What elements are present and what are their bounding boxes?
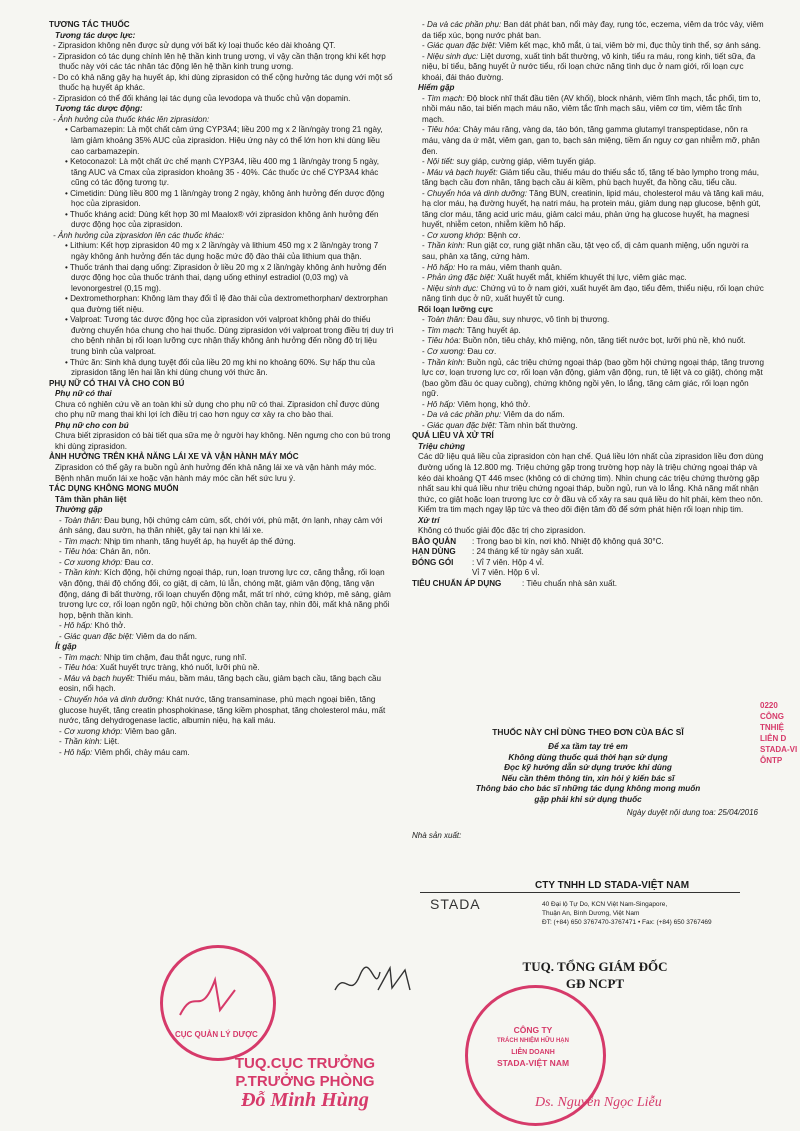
sub-subheading: - Ảnh hưởng của ziprasidon lên các thuốc khác: (53, 230, 225, 240)
section-heading: TƯƠNG TÁC THUỐC (49, 20, 130, 29)
effect-item (412, 41, 764, 52)
effect-text: Tăng BUN, creatinin, lipid máu, cholesterol máu và tăng kali máu, hạ clor máu, hạ đường huyết, hạ natri máu, hạ protein máu, giảm dung nạp glucose, bệnh gút, tăng clor máu, tăng acid uric máu, giảm calci máu, phản ứng hạ glucose huyết, hạ magnesi huyết, nhiễm ceton, nhiễm kiềm hô hấp. (422, 188, 764, 230)
section-heading: PHỤ NỮ CÓ THAI VÀ CHO CON BÚ (49, 378, 185, 388)
info-row (412, 568, 764, 579)
effect-text: Viêm họng, khó thở. (455, 399, 531, 409)
effect-item (49, 516, 394, 537)
dash: - (59, 747, 64, 757)
effect-text: Thiếu máu, bầm máu, tăng bạch cầu, giảm bạch cầu, tăng bạch cầu eosin, nổi hạch. (59, 673, 382, 694)
effect-text: Nhịp tim nhanh, tăng huyết áp, hạ huyết áp thế đứng. (101, 536, 296, 546)
subheading: Hiếm gặp (418, 83, 455, 93)
effect-item (412, 315, 764, 326)
subheading: Phụ nữ có thai (55, 389, 112, 399)
stada-logo: STADA (430, 896, 481, 912)
effect-text: Giảm tiểu cầu, thiếu máu do thiếu sắc tố, tăng tế bào lympho trong máu, tăng bạch cầu đơn nhân, tăng bạch cầu ái kiềm, phù bạch huyết, đa hồng cầu, tiểu cầu. (422, 167, 759, 188)
left-title-1: TUQ.CỤC TRƯỞNG (234, 1055, 376, 1072)
info-value: : Tiêu chuẩn nhà sản xuất. (522, 578, 617, 588)
effect-text: Kích động, hội chứng ngoại tháp, run, loạn trương lực cơ, căng thẳng, rối loạn vận động, thái độ chống đối, co giật, dị cảm, lú lẫn, chóng mặt, giảm vận động, tăng vận động, dáng đi bất thường, rối loạn chuyển động mắt, mất trí nhớ, cứng khớp, mê sảng, giảm trương lực cơ, rối loạn ngôn ngữ, hội chứng bồn chồn chân tay, nhìn đôi, mất khả năng phối hợp, bệnh thần kinh. (59, 568, 391, 620)
effect-label: Tim mạch: (63, 652, 102, 662)
effect-text: Viêm kết mạc, khô mắt, ù tai, viêm bờ mi, đục thủy tinh thể, sợ ánh sáng. (496, 41, 761, 51)
side-stamp-line: 0220 (760, 701, 778, 710)
company-address (542, 900, 752, 927)
contact-line: ĐT: (+84) 650 3767470-3767471 • Fax: (+84) 650 3767469 (542, 919, 712, 926)
effect-label: Toàn thân: (426, 315, 465, 325)
right-title-2: GĐ NCPT (565, 976, 625, 991)
effect-label: Máu và bạch huyết: (63, 673, 135, 683)
effect-text: Buồn ngủ, các triệu chứng ngoại tháp (bao gồm hội chứng ngoại tháp, tăng trương lực cơ, loạn trương lực cơ, rối loạn vận động, giảm vận động, run, tê liệt và co giật), chóng mặt (bao gồm đầu óc quay cuồng), chứng không ngồi yên, lo lắng, tăng cảm giác, rối loạn ngôn ngữ. (422, 357, 764, 399)
subheading: Tương tác dược lực: (55, 30, 136, 40)
dash: - (422, 230, 427, 240)
address-line-1: 40 Đại lộ Tự Do, KCN Việt Nam-Singapore, (542, 901, 668, 908)
bullet-paragraph: - Ziprasidon không nên được sử dụng với bất kỳ loại thuốc kéo dài khoảng QT. (53, 41, 336, 51)
paragraph: Ziprasidon có thể gây ra buồn ngủ ảnh hưởng đến khả năng lái xe và vận hành máy móc. Bệnh nhân muốn lái xe hoặc vận hành máy móc cần hết sức lưu ý. (55, 462, 377, 483)
effect-text: Tầm nhìn bất thường. (496, 420, 578, 430)
effect-label: Niệu sinh dục: (426, 51, 479, 61)
dash: - (422, 188, 427, 198)
effect-item (49, 558, 394, 569)
section-heading: ẢNH HƯỞNG TRÊN KHẢ NĂNG LÁI XE VÀ VẬN HÀNH MÁY MÓC (49, 452, 299, 462)
effect-text: Chảy máu răng, vàng da, táo bón, tăng gamma glutamyl transpeptidase, nôn ra máu, vàng da ứ mật, viêm gan, gan to, bạch sản miệng, tiềm ẩn nguy cơ gan nhiễm mỡ, phân đen. (422, 125, 760, 156)
dash: - (422, 241, 427, 251)
effect-item (412, 168, 764, 189)
effect-label: Tiêu hóa: (63, 547, 98, 557)
effect-text: Bệnh cơ. (485, 230, 521, 240)
effect-item (412, 336, 764, 347)
manufacturer-label: Nhà sản xuất: (412, 830, 462, 840)
left-signature-block (220, 1055, 390, 1109)
effect-item (412, 189, 764, 231)
effect-label: Phản ứng đặc biệt: (426, 273, 496, 283)
subheading: Triệu chứng (418, 441, 466, 451)
effect-item (49, 632, 394, 643)
info-value: : Vỉ 7 viên. Hộp 4 vỉ. (472, 557, 544, 567)
side-stamp-line: LIÊN D (760, 734, 787, 743)
stamp-line: STADA-VIỆT NAM (496, 1058, 570, 1068)
bullet-paragraph: - Ziprasidon có thể đối kháng lại tác dụng của levodopa và thuốc chủ vận dopamin. (53, 93, 351, 103)
effect-item (49, 621, 394, 632)
side-stamp-line: STADA-VI (760, 745, 798, 754)
effect-label: Da và các phần phụ: (426, 20, 502, 29)
effect-label: Cơ xương khớp: (426, 230, 486, 240)
effect-text: Liệt dương, xuất tinh bất thường, vô kinh, tiểu ra máu, rong kinh, tiết sữa, đa niệu, bí tiểu, băng huyết ử nước tiểu, rối loạn chức năng tình dục ở nam giới, rối loạn cực khoái, đái tháo đường. (422, 51, 756, 82)
dash: - (422, 125, 427, 135)
effect-item (412, 20, 764, 41)
dash: - (422, 420, 427, 430)
info-value: Vỉ 7 viên. Hộp 6 vỉ. (472, 568, 540, 578)
bullet-paragraph: • Ketoconazol: Là một chất ức chế mạnh CYP3A4, liều 400 mg 1 lần/ngày trong 5 ngày, tăng AUC và Cmax của ziprasidon khoảng 35 - 40%. Các thuốc ức chế CYP3A4 khác cũng có tác động tương tự. (65, 157, 380, 188)
effect-label: Giác quan đặc biệt: (426, 420, 497, 430)
right-title-1: TUQ. TỔNG GIÁM ĐỐC (522, 959, 668, 974)
bullet-paragraph: • Thức ăn: Sinh khả dụng tuyệt đối của liều 20 mg khi no khoảng 60%. Sự hấp thu của ziprasidon tăng lên hai lần khi dùng chung với thức ăn. (65, 357, 376, 378)
side-stamp (760, 700, 797, 766)
right-stamp-text (478, 1025, 588, 1069)
info-row (412, 579, 764, 590)
effect-item (49, 653, 394, 664)
left-signature (175, 975, 245, 1025)
effect-label: Tiêu hóa: (426, 125, 461, 135)
effect-item (49, 674, 394, 695)
subheading: Xử trí (418, 515, 440, 525)
effect-item (49, 568, 394, 621)
right-name: Ds. Nguyễn Ngọc Liễu (535, 1095, 662, 1110)
paragraph: Các dữ liệu quá liều của ziprasidon còn hạn chế. Quá liều lớn nhất của ziprasidon liều đơn dùng đường uống là 12.800 mg. Triệu chứng gặp trong trường hợp này là triệu chứng ngoại tháp và kéo dài khoảng QT 446 msec (không có di chứng tim). Nhìn chung các triệu chứng thường gặp nhất sau khi quá liều như triệu chứng ngoại tháp, buồn ngủ, run và lo lắng. Khả năng mất nhận thức, co giật hoặc loạn trương lực cơ ở đầu và cổ xảy ra sau quá liều do hít phải, kèm theo nôn. Kiểm tra tim mạch ngay lập tức và theo dõi điện tâm đồ để sớm phát hiện rối loạn nhịp tim. (418, 452, 764, 515)
effect-label: Niệu sinh dục: (426, 283, 479, 293)
effect-label: Tiêu hóa: (426, 336, 461, 346)
dash: - (422, 273, 427, 283)
effect-text: Tăng huyết áp. (464, 325, 521, 335)
dash: - (422, 41, 427, 51)
effect-item (49, 547, 394, 558)
effect-item (412, 400, 764, 411)
subheading: Tương tác dược động: (55, 104, 143, 114)
effect-text: Đau cơ. (122, 557, 154, 567)
effect-text: Run giật cơ, rung giật nhãn cầu, tật vẹo cổ, dị cảm quanh miệng, uốn người ra sau, phản xạ tăng, cứng hàm. (422, 241, 749, 262)
info-value: : 24 tháng kể từ ngày sản xuất. (472, 547, 584, 557)
effect-label: Thần kinh: (426, 357, 465, 367)
effect-text: Viêm da do nấm. (133, 631, 197, 641)
effect-item (412, 410, 764, 421)
subheading: Tâm thần phân liệt (55, 494, 127, 504)
effect-item (49, 695, 394, 727)
info-key: TIÊU CHUẨN ÁP DỤNG (412, 578, 502, 588)
effect-text: Viêm phổi, chảy máu cam. (92, 747, 190, 757)
dash: - (422, 357, 427, 367)
bullet-paragraph: - Do có khả năng gây hạ huyết áp, khi dùng ziprasidon có thể cộng hưởng tác dụng với một số thuốc hạ huyết áp khác. (53, 72, 393, 93)
effect-label: Cơ xương khớp: (63, 557, 123, 567)
dash: - (59, 515, 64, 525)
subheading: Thường gặp (55, 505, 103, 515)
info-value: : Trong bao bì kín, nơi khô. Nhiệt độ không quá 30°C. (472, 536, 664, 546)
dash: - (59, 547, 64, 557)
effect-item (412, 347, 764, 358)
dash: - (422, 346, 427, 356)
left-column (49, 20, 394, 758)
warning-line: Thông báo cho bác sĩ những tác dụng không mong muốn (475, 784, 701, 794)
effect-item (49, 727, 394, 738)
effect-label: Hô hấp: (63, 621, 93, 631)
effect-text: Độ block nhĩ thất đầu tiên (AV khối), block nhánh, viêm tĩnh mạch, tắc phổi, tim to, nhồi máu não, tai biến mạch máu não, viêm tắc tĩnh mạch sâu, viêm cơ tim, viêm tắc tĩnh mạch. (422, 93, 761, 124)
bullet-paragraph: • Thuốc tránh thai dạng uống: Ziprasidon ở liều 20 mg x 2 lần/ngày không ảnh hưởng đến dược động học của thuốc tránh thai, dạng uống ethinyl estradiol (0,03 mg) và levonorgestrel (0,15 mg). (65, 262, 387, 293)
effect-label: Hô hấp: (426, 262, 456, 272)
dash: - (59, 663, 64, 673)
effect-text: Nhịp tim chậm, đau thắt ngực, rung nhĩ. (101, 652, 247, 662)
effect-item (412, 231, 764, 242)
effect-label: Hô hấp: (426, 399, 456, 409)
effect-item (412, 263, 764, 274)
subheading: Phụ nữ cho con bú (55, 420, 129, 430)
effect-item (49, 663, 394, 674)
handwritten-signature-mid (330, 960, 420, 1005)
effect-label: Cơ xương khớp: (63, 726, 123, 736)
effect-item (412, 284, 764, 305)
bullet-paragraph: • Dextromethorphan: Không làm thay đổi tỉ lệ đào thải của dextromethorphan/ dextrorphan qua đường tiết niệu. (65, 294, 388, 314)
effect-text: Ho ra máu, viêm thanh quản. (455, 262, 562, 272)
bullet-paragraph: • Cimetidin: Dùng liều 800 mg 1 lần/ngày trong 2 ngày, không ảnh hưởng đến dược động học của ziprasidon. (65, 188, 385, 209)
paragraph: Chưa biết ziprasidon có bài tiết qua sữa mẹ ở người hay không. Nên ngưng cho con bú trong khi dùng ziprasidon. (55, 431, 391, 451)
side-stamp-line: ÔNTP (760, 756, 783, 765)
stamp-line: CÔNG TY (513, 1025, 553, 1035)
warning-line: gặp phải khi sử dụng thuốc (534, 794, 642, 804)
paragraph: Chưa có nghiên cứu về an toàn khi sử dụng cho phụ nữ có thai. Ziprasidon chỉ được dùng cho phụ nữ mang thai khi lợi ích điều trị cao hơn nguy cơ xảy ra cho bào thai. (55, 399, 380, 420)
dash: - (59, 536, 64, 546)
sub-subheading: - Ảnh hưởng của thuốc khác lên ziprasidon: (53, 114, 210, 124)
effect-label: Chuyển hóa và dinh dưỡng: (426, 188, 527, 198)
effect-text: Đau cơ. (465, 346, 497, 356)
bullet-paragraph: • Lithium: Kết hợp ziprasidon 40 mg x 2 lần/ngày và lithium 450 mg x 2 lần/ngày trong 7 ngày không ảnh hưởng đến tác dụng hoặc mức độ đào thải của lithium qua thận. (65, 241, 379, 262)
prescription-block (412, 727, 764, 840)
section-heading: QUÁ LIỀU VÀ XỬ TRÍ (412, 431, 494, 441)
effect-item (412, 421, 764, 432)
effect-text: Buồn nôn, tiêu chảy, khô miệng, nôn, tăng tiết nước bọt, lưỡi phù nề, khó nuốt. (460, 336, 746, 346)
side-stamp-line: CÔNG (760, 712, 784, 721)
dash: - (422, 262, 427, 272)
info-row (412, 558, 764, 569)
effect-item (412, 157, 764, 168)
effect-item (49, 537, 394, 548)
dash: - (422, 410, 427, 420)
effect-label: Thần kinh: (63, 737, 102, 747)
effect-label: Hô hấp: (63, 747, 93, 757)
effect-item (412, 125, 764, 157)
effect-text: Viêm da do nấm. (501, 410, 565, 420)
effect-text: Chứng vú to ở nam giới, xuất huyết âm đạo, tiểu đêm, thiểu niệu, rối loạn chức năng tình dục ở nữ, xuất huyết tử cung. (422, 283, 764, 304)
dash: - (422, 167, 427, 177)
effect-item (49, 748, 394, 759)
effect-item (412, 326, 764, 337)
effect-item (412, 273, 764, 284)
effect-text: Ban dát phát ban, nổi mày đay, rụng tóc, eczema, viêm da tróc vảy, viêm da tiếp xúc, bọng nước phát ban. (422, 20, 764, 40)
effect-item (412, 241, 764, 262)
dash: - (59, 695, 64, 704)
dash: - (59, 726, 64, 736)
company-name: CTY TNHH LD STADA-VIỆT NAM (535, 880, 690, 891)
dash: - (422, 325, 427, 335)
side-stamp-line: TNHIỆ (760, 723, 784, 732)
stamp-line: LIÊN DOANH (511, 1049, 555, 1056)
effect-text: Viêm bao gân. (122, 726, 177, 736)
dash: - (422, 157, 427, 167)
bullet-paragraph: - Ziprasidon có tác dụng chính lên hệ thần kinh trung ương, vì vậy cần thận trọng khi kết hợp thuốc này với các tác nhân tác động lên hệ thần kinh trung ương. (53, 51, 386, 72)
effect-label: Toàn thân: (63, 515, 102, 525)
warning-line: Để xa tầm tay trẻ em (548, 742, 628, 751)
effect-label: Tiêu hóa: (63, 663, 98, 673)
dash: - (422, 399, 427, 409)
dash: - (422, 20, 427, 29)
effect-label: Thần kinh: (63, 568, 102, 578)
left-title-2: P.TRƯỞNG PHÒNG (235, 1073, 375, 1090)
dash: - (422, 315, 427, 325)
effect-text: Chán ăn, nôn. (97, 547, 151, 557)
effect-label: Máu và bạch huyết: (426, 167, 498, 177)
left-name: Đỗ Minh Hùng (241, 1089, 369, 1111)
warning-line: Không dùng thuốc quá thời hạn sử dụng (508, 752, 668, 762)
warning-line: Nếu cần thêm thông tin, xin hỏi ý kiến bác sĩ (501, 773, 675, 783)
info-key: BẢO QUẢN (412, 536, 457, 546)
warning-line: Đọc kỹ hướng dẫn sử dụng trước khi dùng (504, 763, 672, 773)
divider (420, 892, 740, 893)
effect-item (412, 52, 764, 84)
dash: - (422, 51, 427, 61)
effect-label: Tim mạch: (63, 536, 102, 546)
warning-list (412, 742, 764, 806)
effect-label: Nội tiết: (426, 157, 455, 167)
dash: - (59, 673, 64, 683)
info-key (412, 568, 472, 579)
dash: - (422, 283, 427, 293)
info-row (412, 547, 764, 558)
subheading: Ít gặp (55, 642, 77, 652)
effect-label: Tim mạch: (426, 93, 465, 103)
right-column (412, 20, 764, 590)
dash: - (59, 652, 64, 662)
revision-date: Ngày duyệt nội dung toa: 25/04/2016 (626, 807, 758, 817)
effect-text: suy giáp, cường giáp, viêm tuyến giáp. (454, 157, 597, 167)
dash: - (59, 631, 64, 641)
left-stamp-text: CỤC QUẢN LÝ DƯỢC (175, 1030, 258, 1039)
effect-text: Xuất huyết trực tràng, khó nuốt, lưỡi phù nề. (97, 663, 260, 673)
effect-label: Cơ xương: (426, 346, 466, 356)
effect-text: Khó thở. (92, 621, 126, 631)
dash: - (59, 568, 64, 578)
effect-text: Đau đầu, suy nhược, vô tình bị thương. (464, 315, 610, 325)
subheading: Rối loạn lưỡng cực (418, 304, 494, 314)
effect-item (49, 737, 394, 748)
bullet-paragraph: • Valproat: Tương tác dược động học của ziprasidon với valproat không phải do thiếu đường chuyển hóa chung cho hai thuốc. Dùng ziprasidon với valproat trong điều trị duy trì cho bệnh nhân bị rối loạn lưỡng cực nhận thấy không ảnh hưởng đến nồng độ trị liệu trung bình của valproat. (65, 315, 394, 356)
bullet-paragraph: • Thuốc kháng acid: Dùng kết hợp 30 ml Maalox® với ziprasidon không ảnh hưởng đến dược động học của ziprasidon. (65, 209, 379, 230)
dash: - (59, 621, 64, 631)
info-key: HẠN DÙNG (412, 547, 456, 557)
effect-label: Chuyển hóa và dinh dưỡng: (63, 695, 164, 704)
dash: - (422, 336, 427, 346)
effect-label: Da và các phần phụ: (426, 410, 502, 420)
info-row (412, 537, 764, 548)
paragraph: Không có thuốc giải độc đặc trị cho ziprasidon. (418, 526, 586, 536)
effect-text: Xuất huyết mắt, khiếm khuyết thị lực, viêm giác mạc. (495, 273, 687, 283)
rx-notice: THUỐC NÀY CHỈ DÙNG THEO ĐƠN CỦA BÁC SĨ (492, 727, 684, 737)
dash: - (59, 557, 64, 567)
info-key: ĐÓNG GÓI (412, 557, 454, 567)
section-heading: TÁC DỤNG KHÔNG MONG MUỐN (49, 484, 179, 494)
bullet-paragraph: • Carbamazepin: Là một chất cảm ứng CYP3A4; liều 200 mg x 2 lần/ngày trong 21 ngày, làm giảm khoảng 35% AUC của ziprasidon. Hiệu ứng này có thể lớn hơn khi dùng liều cao carbamazepin. (65, 125, 383, 156)
stamp-line: TRÁCH NHIỆM HỮU HẠN (497, 1038, 569, 1044)
effect-label: Giác quan đặc biệt: (63, 631, 134, 641)
effect-item (412, 94, 764, 126)
effect-label: Giác quan đặc biệt: (426, 41, 497, 51)
effect-label: Tim mạch: (426, 325, 465, 335)
dash: - (422, 93, 427, 103)
effect-text: Liệt. (101, 737, 120, 747)
effect-label: Thần kinh: (426, 241, 465, 251)
effect-item (412, 358, 764, 400)
address-line-2: Thuận An, Bình Dương, Việt Nam (542, 910, 640, 917)
effect-text: Đau bụng, hội chứng cảm cúm, sốt, chới với, phù mặt, ớn lạnh, nhạy cảm với ánh sáng, đau sườn, hạ thân nhiệt, gây tai nạn khi lái xe. (59, 515, 383, 536)
dash: - (59, 737, 64, 747)
effect-text: Khát nước, tăng transaminase, phù mạch ngoại biên, tăng glucose huyết, tăng creatin phosphokinase, tăng kiềm phosphat, tăng cholesterol máu, mất nước, tăng dehydrogenase lactic, albumin niệu, hạ kali máu. (59, 695, 386, 726)
